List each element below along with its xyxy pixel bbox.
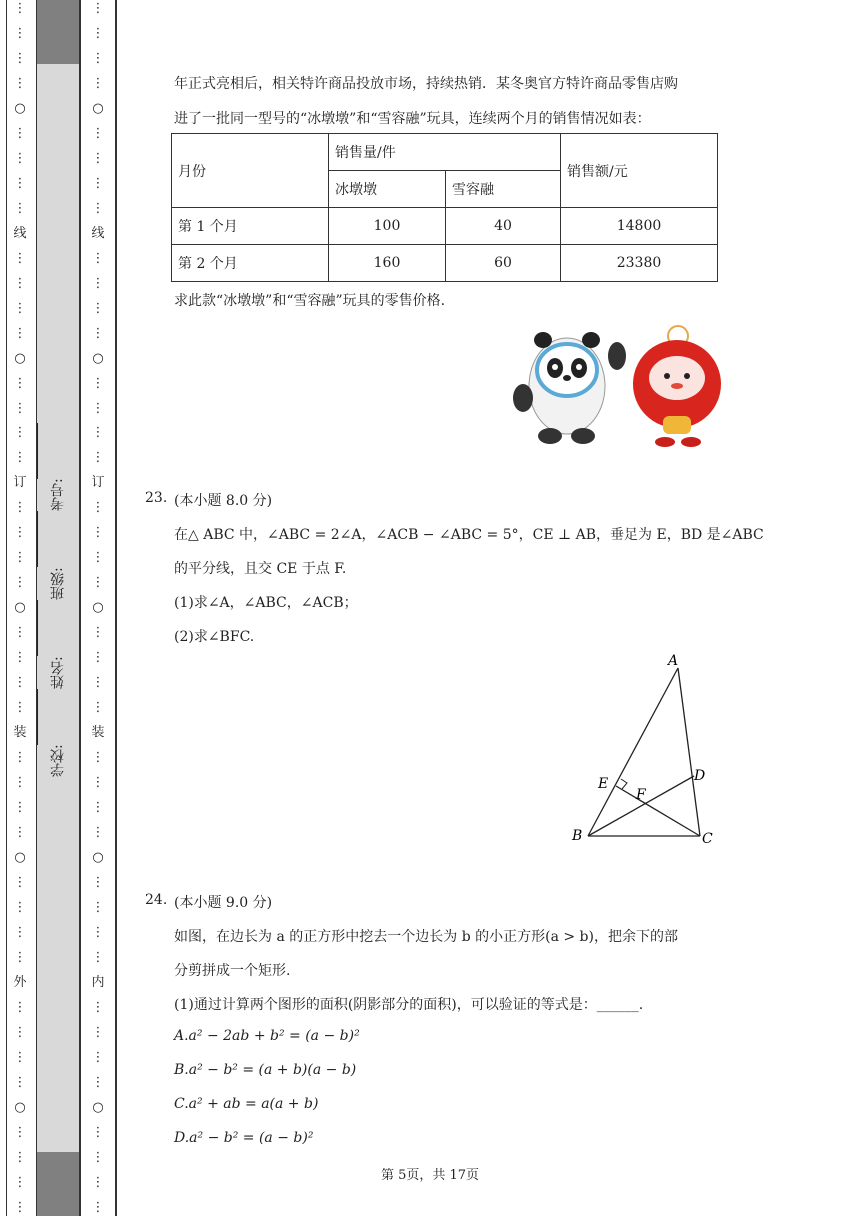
dot-mark: ⋮: [13, 1174, 27, 1190]
label-B: B: [572, 828, 583, 844]
dot-mark: ⋮: [91, 250, 105, 266]
dot-mark: ⋮: [13, 700, 27, 716]
table-row: [172, 208, 718, 245]
dot-mark: ⋮: [91, 425, 105, 441]
binding-mark: 线: [91, 225, 105, 241]
circle-mark: ○: [14, 350, 26, 366]
dot-mark: ⋮: [91, 1149, 105, 1165]
dot-mark: ⋮: [13, 50, 27, 66]
dot-mark: ⋮: [91, 874, 105, 890]
q23-part2: (2)求∠BFC.: [174, 629, 255, 645]
dot-mark: ⋮: [13, 425, 27, 441]
label-D: D: [694, 768, 706, 784]
circle-mark: ○: [92, 350, 104, 366]
dot-mark: ⋮: [91, 625, 105, 641]
dot-mark: ⋮: [91, 1074, 105, 1090]
binding-mark: 装: [91, 725, 105, 741]
dot-mark: ⋮: [91, 550, 105, 566]
q24-option-d: D.a² − b² = (a − b)²: [174, 1130, 314, 1146]
dot-mark: ⋮: [13, 200, 27, 216]
row2-bing: 160: [329, 245, 446, 282]
dot-mark: ⋮: [13, 750, 27, 766]
circle-mark: ○: [14, 1099, 26, 1115]
row1-bing: 100: [329, 208, 446, 245]
label-C: C: [702, 831, 713, 847]
circle-mark: ○: [14, 100, 26, 116]
dot-mark: ⋮: [91, 899, 105, 915]
q24-option-a: A.a² − 2ab + b² = (a − b)²: [174, 1028, 360, 1044]
q23-score: (本小题 8.0 分): [174, 493, 273, 509]
binding-mark: 装: [13, 725, 27, 741]
shuey-rhon-rhon-image: [633, 326, 721, 447]
dot-mark: ⋮: [91, 300, 105, 316]
circle-mark: ○: [92, 600, 104, 616]
dot-mark: ⋮: [91, 775, 105, 791]
circle-mark: ○: [14, 600, 26, 616]
mascot-illustration: [505, 318, 725, 448]
q24-line1: 如图，在边长为 a 的正方形中挖去一个边长为 b 的小正方形(a > b)，把余下的部: [174, 929, 678, 945]
row1-amount: 14800: [561, 208, 718, 245]
bing-dwen-dwen-image: [513, 332, 626, 444]
circle-mark: ○: [92, 849, 104, 865]
xue-header: 雪容融: [446, 171, 561, 208]
q23-line2: 的平分线，且交 CE 于点 F.: [174, 561, 347, 577]
label-A: A: [668, 653, 679, 669]
row1-xue: 40: [446, 208, 561, 245]
dot-mark: ⋮: [91, 650, 105, 666]
margin-line-far: [115, 0, 117, 1216]
q22-question: 求此款“冰墩墩”和“雪容融”玩具的零售价格.: [174, 293, 446, 309]
outer-dotted-column: [12, 0, 28, 1216]
margin-outer-line: [6, 0, 7, 1216]
row2-amount: 23380: [561, 245, 718, 282]
row2-month: 第 2 个月: [172, 245, 329, 282]
row2-xue: 60: [446, 245, 561, 282]
q22-intro-line1: 年正式亮相后，相关特许商品投放市场，持续热销．某冬奥官方特许商品零售店购: [174, 76, 678, 92]
dot-mark: ⋮: [13, 1049, 27, 1065]
dot-mark: ⋮: [91, 1174, 105, 1190]
table-row: [172, 245, 718, 282]
binding-mark: 订: [91, 475, 105, 491]
dot-mark: ⋮: [13, 999, 27, 1015]
dot-mark: ⋮: [91, 675, 105, 691]
label-E: E: [598, 776, 609, 792]
dot-mark: ⋮: [13, 824, 27, 840]
margin-gray-bottom: [37, 1152, 79, 1216]
class-blank[interactable]: [38, 511, 79, 567]
dot-mark: ⋮: [91, 949, 105, 965]
dot-mark: ⋮: [91, 500, 105, 516]
label-F: F: [636, 787, 646, 803]
dot-mark: ⋮: [13, 275, 27, 291]
circle-mark: ○: [92, 1099, 104, 1115]
dot-mark: ⋮: [13, 1, 27, 16]
binding-mark: 订: [13, 475, 27, 491]
dot-mark: ⋮: [91, 999, 105, 1015]
student-info-block: [37, 380, 79, 820]
row1-month: 第 1 个月: [172, 208, 329, 245]
dot-mark: ⋮: [91, 200, 105, 216]
dot-mark: ⋮: [91, 125, 105, 141]
margin-gray-top: [37, 0, 79, 64]
school-label: 学校:: [50, 744, 66, 778]
dot-mark: ⋮: [13, 325, 27, 341]
amount-header: 销售额/元: [561, 134, 718, 208]
dot-mark: ⋮: [91, 275, 105, 291]
dot-mark: ⋮: [13, 775, 27, 791]
triangle-figure: [560, 648, 730, 848]
dot-mark: ⋮: [91, 700, 105, 716]
dot-mark: ⋮: [13, 250, 27, 266]
dot-mark: ⋮: [13, 1199, 27, 1215]
dot-mark: ⋮: [13, 899, 27, 915]
qty-header: 销售量/件: [329, 134, 561, 171]
dot-mark: ⋮: [91, 325, 105, 341]
q24-line2: 分剪拼成一个矩形.: [174, 963, 291, 979]
dot-mark: ⋮: [13, 175, 27, 191]
dot-mark: ⋮: [13, 500, 27, 516]
dot-mark: ⋮: [91, 575, 105, 591]
dot-mark: ⋮: [91, 50, 105, 66]
dot-mark: ⋮: [91, 400, 105, 416]
dot-mark: ⋮: [13, 1024, 27, 1040]
dot-mark: ⋮: [13, 525, 27, 541]
q22-intro-line2: 进了一批同一型号的“冰墩墩”和“雪容融”玩具，连续两个月的销售情况如表：: [174, 111, 651, 127]
dot-mark: ⋮: [91, 1199, 105, 1215]
inner-dotted-column: [90, 0, 106, 1216]
dot-mark: ⋮: [91, 375, 105, 391]
dot-mark: ⋮: [91, 1049, 105, 1065]
dot-mark: ⋮: [13, 800, 27, 815]
dot-mark: ⋮: [13, 125, 27, 141]
dot-mark: ⋮: [91, 1, 105, 16]
bing-header: 冰墩墩: [329, 171, 446, 208]
q24-option-c: C.a² + ab = a(a + b): [174, 1096, 319, 1112]
dot-mark: ⋮: [91, 800, 105, 815]
dot-mark: ⋮: [13, 150, 27, 166]
dot-mark: ⋮: [13, 300, 27, 316]
dot-mark: ⋮: [13, 1149, 27, 1165]
q24-score: (本小题 9.0 分): [174, 895, 273, 911]
dot-mark: ⋮: [91, 175, 105, 191]
dot-mark: ⋮: [13, 1124, 27, 1140]
binding-mark: 内: [91, 974, 105, 990]
q24-number: 24.: [145, 892, 168, 908]
margin-line-right: [79, 0, 81, 1216]
name-blank[interactable]: [38, 600, 79, 656]
dot-mark: ⋮: [13, 375, 27, 391]
dot-mark: ⋮: [13, 675, 27, 691]
dot-mark: ⋮: [13, 75, 27, 91]
circle-mark: ○: [92, 100, 104, 116]
dot-mark: ⋮: [13, 575, 27, 591]
dot-mark: ⋮: [91, 25, 105, 41]
dot-mark: ⋮: [91, 924, 105, 940]
q23-number: 23.: [145, 490, 168, 506]
number-label: 考号:: [50, 478, 66, 512]
dot-mark: ⋮: [91, 150, 105, 166]
dot-mark: ⋮: [13, 874, 27, 890]
school-blank[interactable]: [38, 689, 79, 745]
dot-mark: ⋮: [91, 1124, 105, 1140]
dot-mark: ⋮: [13, 1074, 27, 1090]
binding-mark: 外: [13, 974, 27, 990]
dot-mark: ⋮: [13, 450, 27, 466]
q23-line1: 在△ ABC 中，∠ABC = 2∠A，∠ACB − ∠ABC = 5°，CE ⊥ AB，垂足为 E，BD 是∠ABC: [174, 527, 764, 543]
dot-mark: ⋮: [91, 750, 105, 766]
sales-table: [171, 133, 718, 282]
class-label: 班级:: [50, 567, 66, 600]
dot-mark: ⋮: [13, 949, 27, 965]
dot-mark: ⋮: [91, 75, 105, 91]
q24-part1: (1)通过计算两个图形的面积(阴影部分的面积)，可以验证的等式是：______.: [174, 997, 644, 1013]
dot-mark: ⋮: [13, 625, 27, 641]
dot-mark: ⋮: [91, 450, 105, 466]
dot-mark: ⋮: [13, 550, 27, 566]
circle-mark: ○: [14, 849, 26, 865]
dot-mark: ⋮: [13, 650, 27, 666]
dot-mark: ⋮: [91, 525, 105, 541]
binding-mark: 线: [13, 225, 27, 241]
q24-option-b: B.a² − b² = (a + b)(a − b): [174, 1062, 357, 1078]
page-footer: 第 5页，共 17页: [380, 1168, 480, 1183]
dot-mark: ⋮: [13, 924, 27, 940]
dot-mark: ⋮: [13, 400, 27, 416]
name-label: 姓名:: [50, 656, 66, 689]
dot-mark: ⋮: [13, 25, 27, 41]
q23-part1: (1)求∠A，∠ABC，∠ACB；: [174, 595, 358, 611]
dot-mark: ⋮: [91, 1024, 105, 1040]
dot-mark: ⋮: [91, 824, 105, 840]
number-blank[interactable]: [38, 423, 79, 479]
month-header: 月份: [172, 134, 329, 208]
